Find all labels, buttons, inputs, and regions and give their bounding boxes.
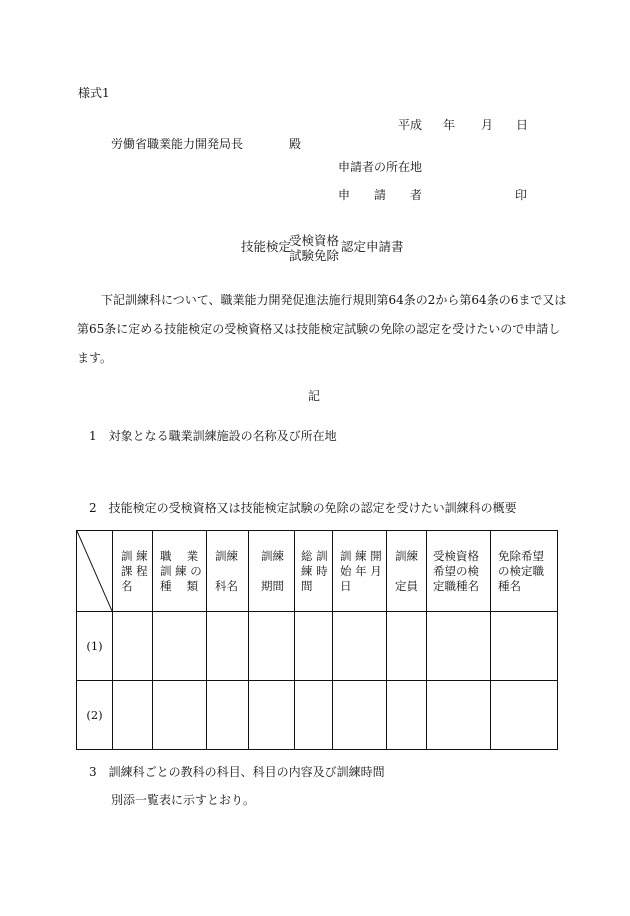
section-3-note: 別添一覧表に示すとおり。 bbox=[111, 793, 256, 807]
table-cell[interactable] bbox=[113, 612, 153, 681]
table-cell[interactable] bbox=[207, 681, 249, 750]
table-row bbox=[77, 681, 558, 750]
table-cell[interactable] bbox=[387, 681, 427, 750]
header-cell: 訓練 期間 bbox=[249, 531, 295, 612]
table-cell[interactable] bbox=[333, 681, 387, 750]
header-cell: 職 業 訓 練 の 種 類 bbox=[153, 531, 207, 612]
addressee-honorific: 殿 bbox=[289, 137, 302, 151]
table-cell[interactable] bbox=[207, 612, 249, 681]
applicant-address-label: 申請者の所在地 bbox=[338, 160, 423, 174]
ki-mark: 記 bbox=[308, 389, 321, 403]
title-suffix: 認定申請書 bbox=[341, 239, 404, 254]
date-month: 月 bbox=[481, 118, 494, 132]
form-number: 様式1 bbox=[78, 86, 110, 100]
header-cell: 免除希望 の検定職 種名 bbox=[491, 531, 558, 612]
title-prefix: 技能検定 bbox=[241, 239, 292, 254]
section-1-heading: 1 対象となる職業訓練施設の名称及び所在地 bbox=[89, 429, 337, 443]
table-cell[interactable] bbox=[153, 612, 207, 681]
header-cell: 受検資格 希望の検 定職種名 bbox=[427, 531, 491, 612]
table-row bbox=[77, 612, 558, 681]
row-label: (2) bbox=[86, 708, 103, 722]
title-option-exemption: 試験免除 bbox=[289, 248, 340, 263]
row-label-cell bbox=[77, 612, 113, 681]
table-cell[interactable] bbox=[333, 612, 387, 681]
section-3-heading: 3 訓練科ごとの教科の科目、科目の内容及び訓練時間 bbox=[89, 765, 385, 779]
body-line-1: 下記訓練科について、職業能力開発促進法施行規則第64条の2から第64条の6まで又は bbox=[101, 293, 567, 307]
table-cell[interactable] bbox=[295, 612, 333, 681]
table-cell[interactable] bbox=[249, 612, 295, 681]
date-era: 平成 bbox=[398, 118, 423, 132]
title-options bbox=[289, 233, 339, 263]
course-overview-table bbox=[76, 530, 558, 750]
table-cell[interactable] bbox=[113, 681, 153, 750]
date-year: 年 bbox=[443, 118, 456, 132]
header-cell: 訓練 定員 bbox=[387, 531, 427, 612]
body-line-2: 第65条に定める技能検定の受検資格又は技能検定試験の免除の認定を受けたいので申請し bbox=[77, 322, 561, 336]
row-label-cell bbox=[77, 681, 113, 750]
row-label: (1) bbox=[86, 639, 103, 653]
table-cell[interactable] bbox=[491, 612, 558, 681]
table-cell[interactable] bbox=[427, 681, 491, 750]
section-2-heading: 2 技能検定の受検資格又は技能検定試験の免除の認定を受けたい訓練科の概要 bbox=[89, 501, 517, 515]
table-cell[interactable] bbox=[153, 681, 207, 750]
date-day: 日 bbox=[516, 118, 529, 132]
header-cell: 総 訓 練 時 間 bbox=[295, 531, 333, 612]
seal-mark: 印 bbox=[515, 188, 528, 202]
table-cell[interactable] bbox=[387, 612, 427, 681]
header-cell: 訓練 科名 bbox=[207, 531, 249, 612]
body-line-3: ます。 bbox=[77, 351, 113, 365]
diagonal-line bbox=[77, 531, 112, 611]
addressee-name: 労働省職業能力開発局長 bbox=[111, 137, 244, 151]
table-cell[interactable] bbox=[249, 681, 295, 750]
table-cell[interactable] bbox=[427, 612, 491, 681]
table-header-row bbox=[77, 531, 558, 612]
table-cell[interactable] bbox=[491, 681, 558, 750]
applicant-label: 申 請 者 bbox=[338, 188, 423, 202]
table-cell[interactable] bbox=[295, 681, 333, 750]
title-option-qualification: 受検資格 bbox=[289, 233, 340, 248]
header-cell: 訓 練 開 始 年 月 日 bbox=[333, 531, 387, 612]
corner-cell bbox=[77, 531, 113, 612]
header-cell: 訓 練 課 程 名 bbox=[113, 531, 153, 612]
